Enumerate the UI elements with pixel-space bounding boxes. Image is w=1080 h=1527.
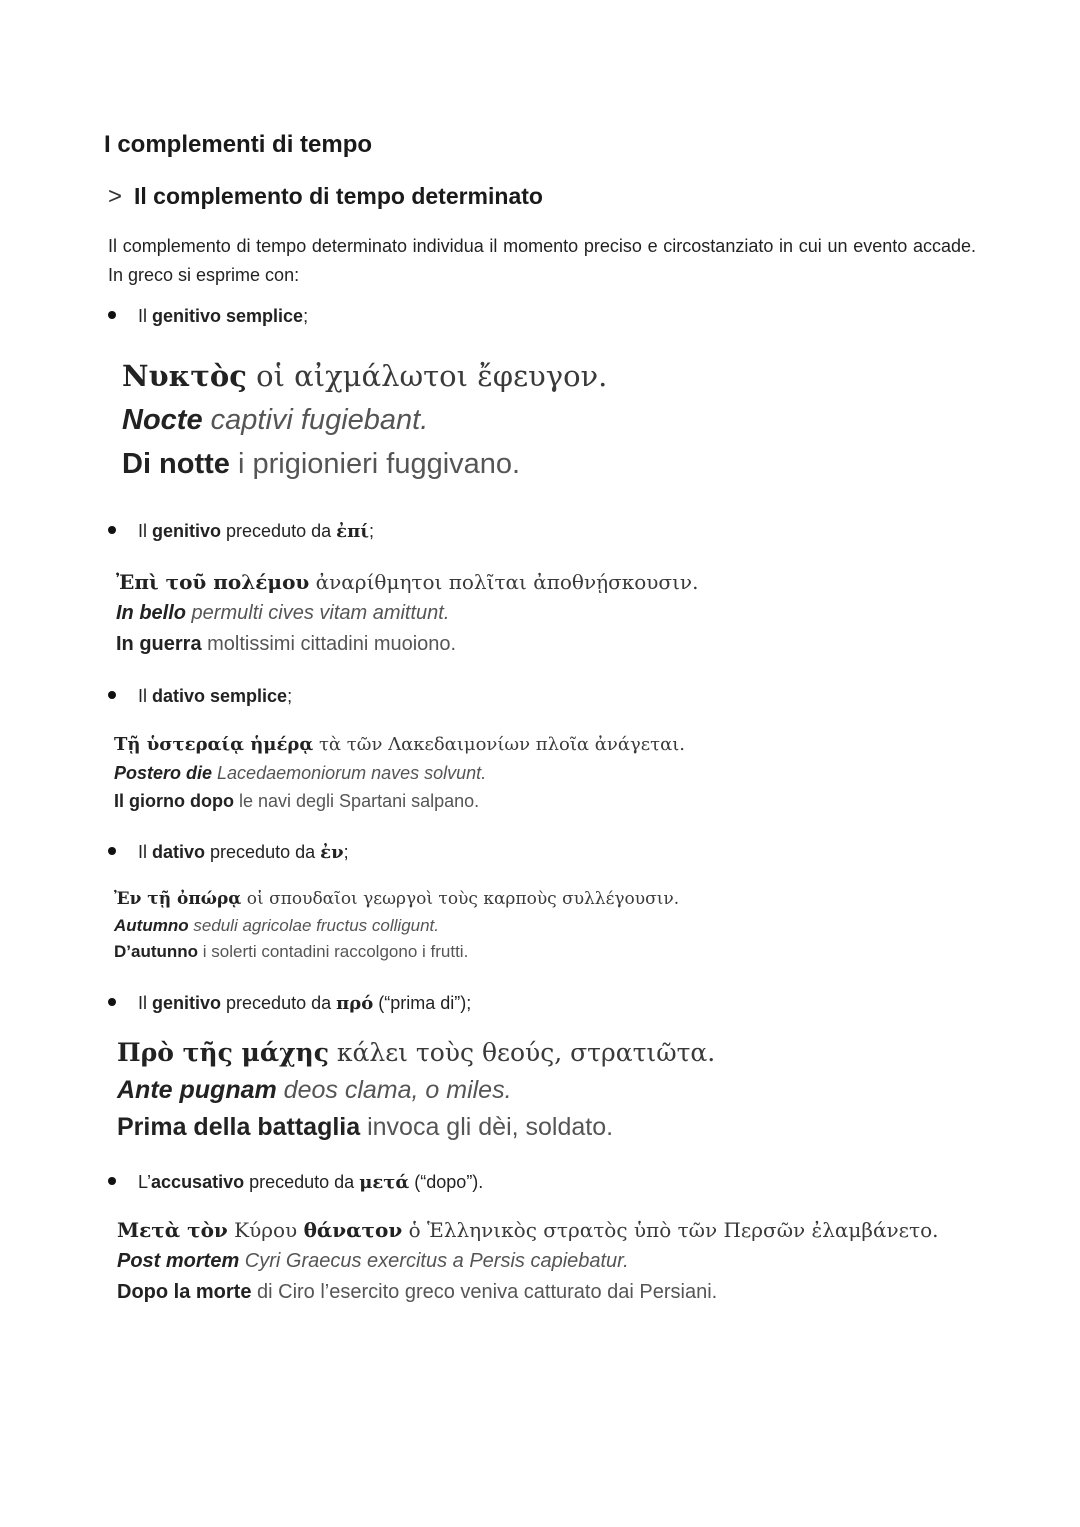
latin-sentence: Nocte captivi fugiebant.	[122, 404, 429, 436]
rule-keyword: genitivo semplice	[152, 306, 304, 326]
italian-sentence: Il giorno dopo le navi degli Spartani salpano.	[114, 791, 480, 811]
bullet-icon	[108, 998, 116, 1006]
example-block	[122, 354, 607, 486]
rule-text: Il	[138, 306, 153, 326]
rule-text: Il	[138, 842, 153, 862]
rule-text: preceduto da	[221, 521, 337, 541]
rule-text: Il	[138, 686, 153, 706]
example-block	[114, 886, 679, 966]
section-heading	[108, 183, 543, 211]
italian-sentence: Di notte i prigionieri fuggivano.	[122, 448, 521, 480]
rule-item	[108, 993, 471, 1014]
rule-keyword: accusativo	[151, 1172, 245, 1192]
rule-item	[108, 842, 349, 863]
rule-keyword: dativo semplice	[152, 686, 288, 706]
rule-text: ;	[287, 686, 293, 706]
example-block	[114, 731, 685, 815]
rule-preposition: ἐπί	[336, 521, 369, 542]
rule-item	[108, 686, 292, 707]
greek-sentence: Ἐπὶ τοῦ πολέμου ἀναρίθμητοι πολῖται ἀποθνῄσκουσιν.	[116, 570, 699, 594]
intro-paragraph: Il complemento di tempo determinato individua il momento preciso e circostanziato in cui un evento accade. In greco si esprime con:	[108, 236, 976, 285]
section-heading-text: Il complemento di tempo determinato	[134, 183, 543, 209]
rule-text: Il	[138, 521, 153, 541]
greek-sentence: Μετὰ τὸν Κύρου θάνατον ὁ Ἑλληνικὸς στρατὸς ὑπὸ τῶν Περσῶν ἐλαμβάνετο.	[117, 1218, 939, 1242]
rule-text: (“prima di”);	[373, 993, 472, 1013]
page-title: I complementi di tempo	[104, 131, 373, 158]
rule-text: Il	[138, 993, 153, 1013]
rule-preposition: μετά	[359, 1172, 410, 1193]
italian-sentence: In guerra moltissimi cittadini muoiono.	[116, 633, 457, 655]
rule-text: preceduto da	[205, 842, 321, 862]
rule-text: preceduto da	[221, 993, 337, 1013]
rule-text: ;	[343, 842, 349, 862]
bullet-icon	[108, 847, 116, 855]
rule-keyword: dativo	[152, 842, 206, 862]
greek-sentence: Τῇ ὑστεραίᾳ ἡμέρᾳ τὰ τῶν Λακεδαιμονίων πλοῖα ἀνάγεται.	[114, 734, 686, 755]
rule-text: ;	[303, 306, 309, 326]
example-block	[116, 567, 698, 660]
rule-text: preceduto da	[244, 1172, 360, 1192]
bullet-icon	[108, 1177, 116, 1185]
latin-sentence: Ante pugnam deos clama, o miles.	[117, 1075, 512, 1104]
rule-item	[108, 306, 308, 327]
greek-sentence: Πρὸ τῆς μάχης κάλει τοὺς θεούς, στρατιῶτα.	[117, 1038, 716, 1067]
example-block	[117, 1034, 715, 1147]
italian-sentence: D’autunno i solerti contadini raccolgono i frutti.	[114, 942, 469, 961]
rule-item	[108, 521, 374, 542]
rule-text: (“dopo”).	[409, 1172, 484, 1192]
italian-sentence: Prima della battaglia invoca gli dèi, soldato.	[117, 1113, 614, 1141]
greek-sentence: Ἐν τῇ ὀπώρᾳ οἱ σπουδαῖοι γεωργοὶ τοὺς καρποὺς συλλέγουσιν.	[114, 889, 680, 909]
latin-sentence: Autumno seduli agricolae fructus colligunt.	[114, 915, 440, 935]
latin-sentence: Post mortem Cyri Graecus exercitus a Persis capiebatur.	[117, 1250, 629, 1272]
latin-sentence: Postero die Lacedaemoniorum naves solvunt.	[114, 763, 487, 783]
rule-keyword: genitivo	[152, 521, 222, 541]
rule-text: L’	[138, 1172, 152, 1192]
rule-item	[108, 1172, 483, 1193]
chevron-right-icon: >	[108, 183, 123, 210]
bullet-icon	[108, 691, 116, 699]
rule-text: ;	[368, 521, 374, 541]
bullet-icon	[108, 526, 116, 534]
italian-sentence: Dopo la morte di Ciro l’esercito greco veniva catturato dai Persiani.	[117, 1281, 718, 1303]
rule-keyword: genitivo	[152, 993, 222, 1013]
rule-preposition: ἐν	[320, 842, 344, 863]
example-block	[117, 1215, 938, 1308]
latin-sentence: In bello permulti cives vitam amittunt.	[116, 602, 450, 624]
bullet-icon	[108, 311, 116, 319]
rule-preposition: πρό	[336, 993, 374, 1014]
greek-sentence: Νυκτὸς οἱ αἰχμάλωτοι ἔφευγον.	[122, 359, 608, 393]
